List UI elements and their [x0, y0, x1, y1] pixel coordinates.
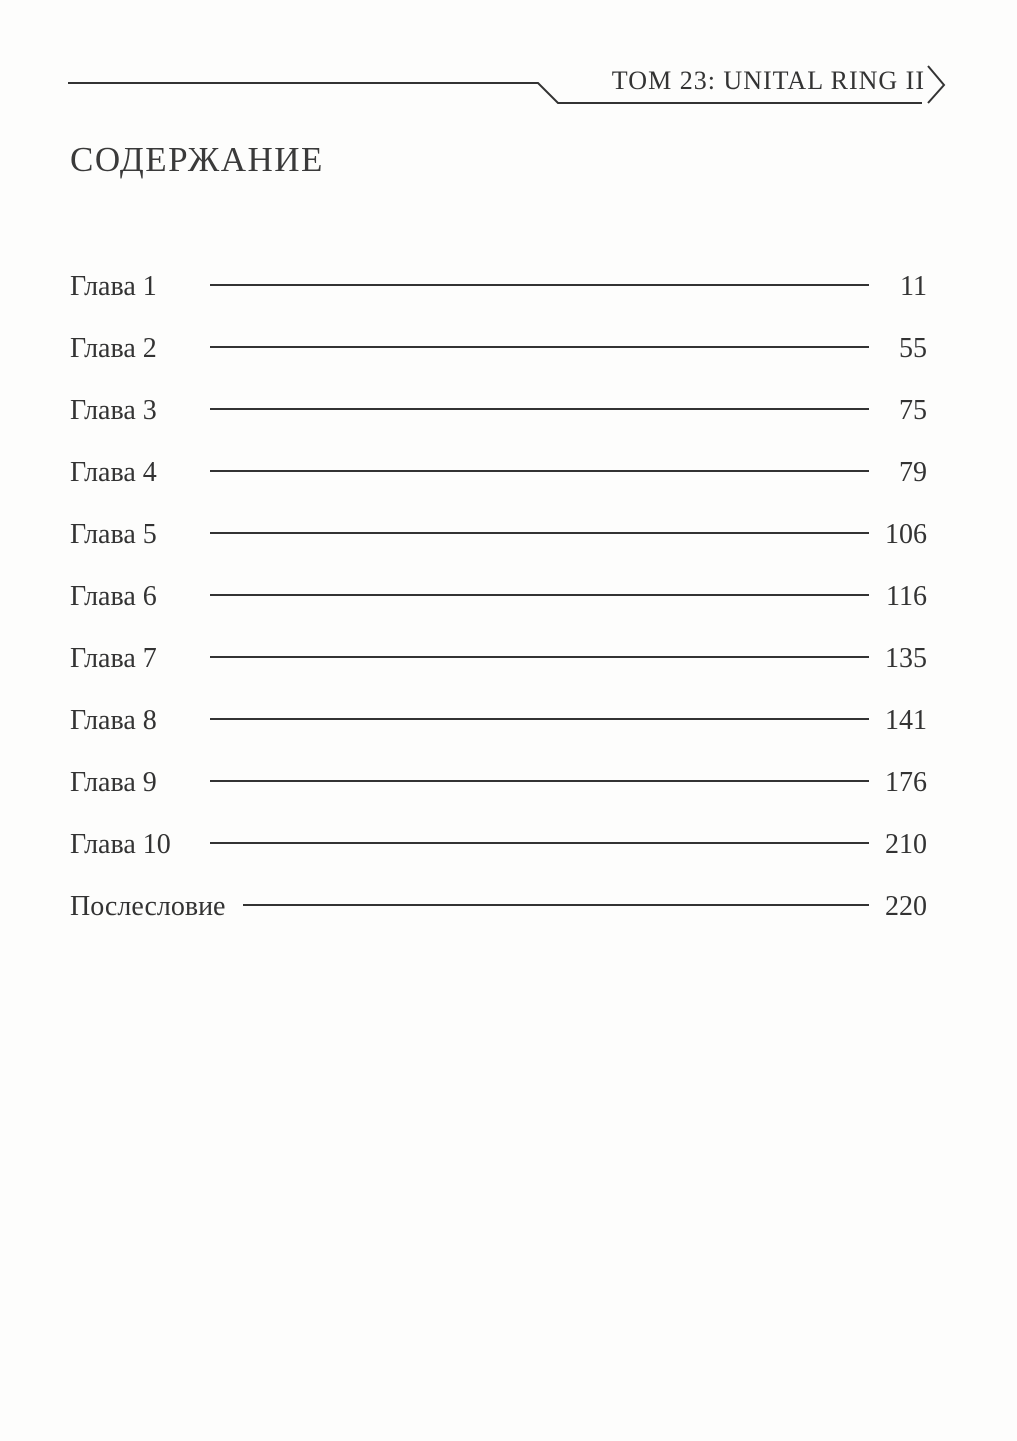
toc-leader-line [210, 593, 869, 596]
toc-entry-8[interactable] [70, 674, 927, 736]
toc-list [70, 240, 927, 922]
toc-entry-label: Глава 8 [70, 705, 157, 736]
toc-leader-line [210, 779, 869, 782]
toc-leader-line [243, 903, 869, 906]
toc-entry-1[interactable] [70, 240, 927, 302]
toc-entry-page: 11 [900, 271, 927, 302]
toc-entry-page: 210 [885, 829, 927, 860]
toc-entry-7[interactable] [70, 612, 927, 674]
toc-entry-label: Глава 4 [70, 457, 157, 488]
toc-entry-page: 106 [885, 519, 927, 550]
toc-leader-line [210, 717, 869, 720]
chevron-right-icon [928, 66, 944, 103]
toc-leader-line [210, 531, 869, 534]
toc-entry-label: Глава 6 [70, 581, 157, 612]
toc-entry-9[interactable] [70, 736, 927, 798]
toc-entry-page: 79 [899, 457, 927, 488]
toc-leader-line [210, 283, 869, 286]
toc-entry-label: Глава 1 [70, 271, 157, 302]
toc-leader-line [210, 407, 869, 410]
toc-entry-3[interactable] [70, 364, 927, 426]
toc-entry-page: 55 [899, 333, 927, 364]
toc-leader-line [210, 655, 869, 658]
toc-entry-page: 220 [885, 891, 927, 922]
toc-entry-4[interactable] [70, 426, 927, 488]
toc-heading: СОДЕРЖАНИЕ [70, 140, 324, 179]
header-rule [0, 0, 1017, 120]
toc-entry-label: Глава 3 [70, 395, 157, 426]
toc-entry-page: 116 [886, 581, 927, 612]
toc-entry-label: Глава 7 [70, 643, 157, 674]
toc-leader-line [210, 345, 869, 348]
toc-entry-2[interactable] [70, 302, 927, 364]
toc-entry-label: Глава 5 [70, 519, 157, 550]
toc-entry-6[interactable] [70, 550, 927, 612]
toc-entry-page: 75 [899, 395, 927, 426]
toc-leader-line [210, 841, 869, 844]
running-header-title: ТОМ 23: UNITAL RING II [611, 66, 925, 95]
toc-entry-afterword[interactable] [70, 860, 927, 922]
toc-entry-page: 141 [885, 705, 927, 736]
toc-entry-page: 135 [885, 643, 927, 674]
toc-entry-page: 176 [885, 767, 927, 798]
toc-entry-label: Глава 9 [70, 767, 157, 798]
toc-entry-10[interactable] [70, 798, 927, 860]
toc-entry-5[interactable] [70, 488, 927, 550]
toc-entry-label: Глава 2 [70, 333, 157, 364]
toc-leader-line [210, 469, 869, 472]
toc-entry-label: Послесловие [70, 891, 226, 922]
toc-entry-label: Глава 10 [70, 829, 171, 860]
